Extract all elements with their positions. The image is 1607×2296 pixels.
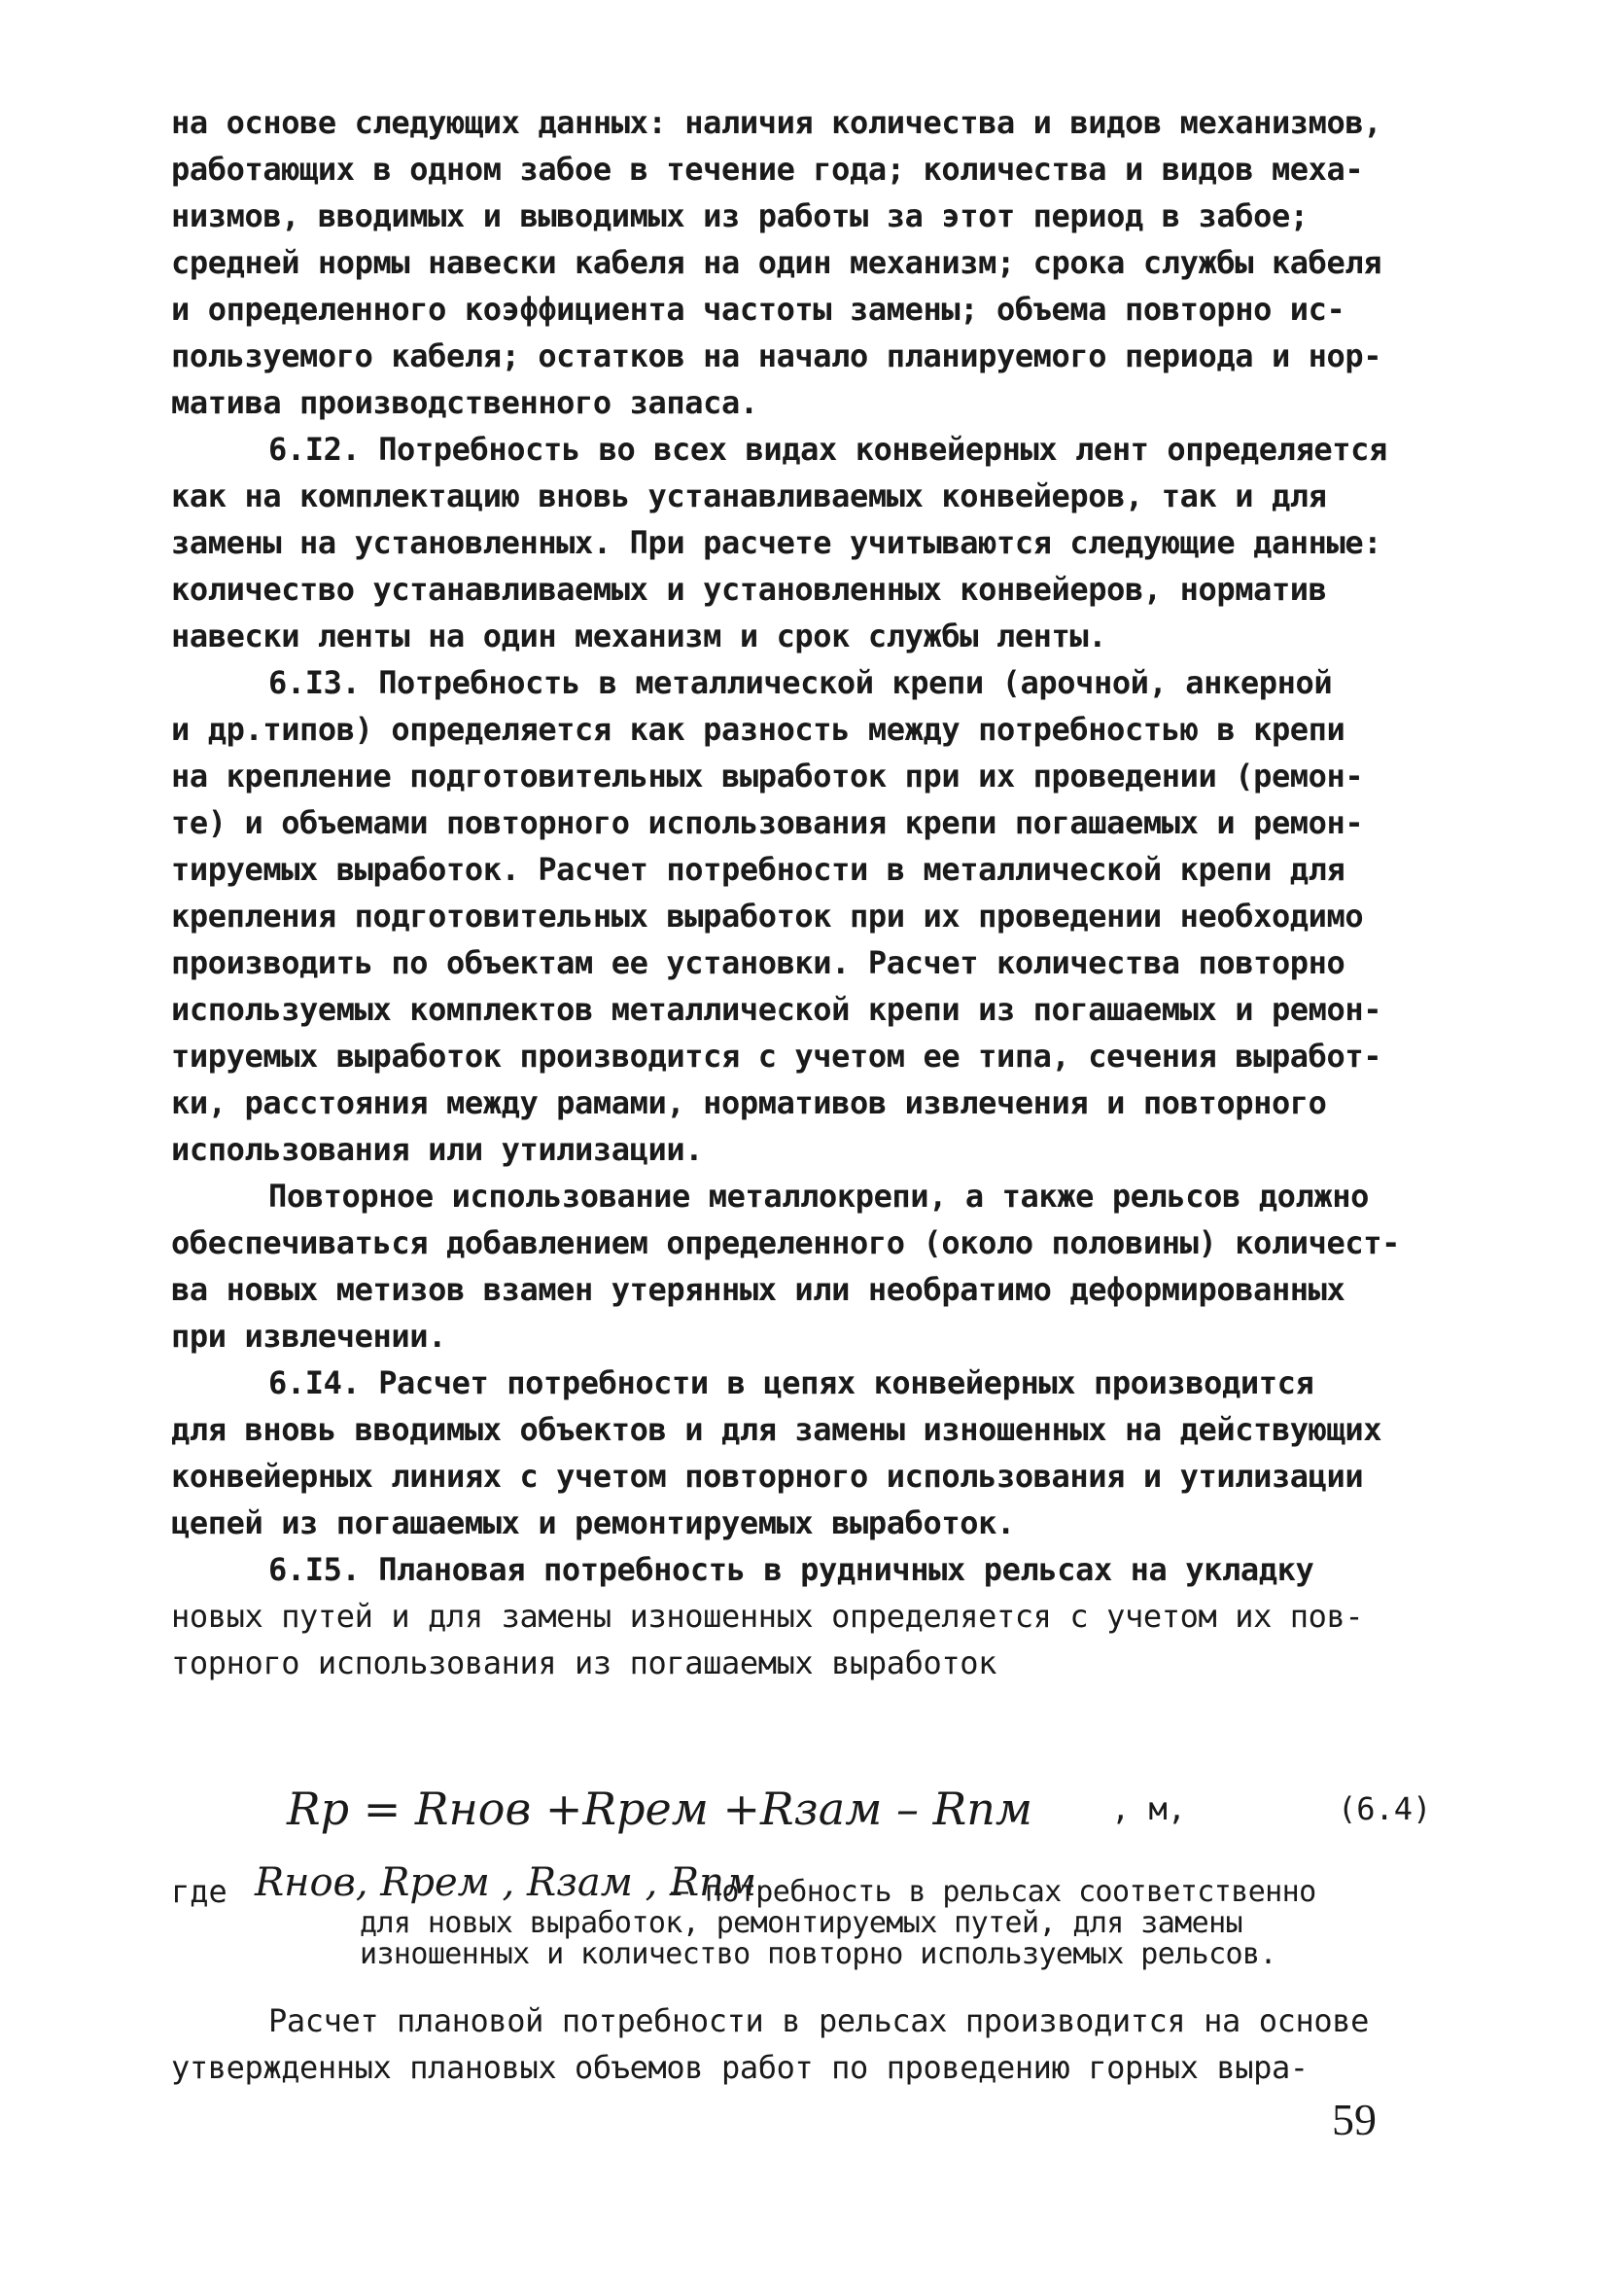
paragraph-line: используемых комплектов металлической крепи из погашаемых и ремон- xyxy=(171,991,1382,1028)
paragraph-line: навески ленты на один механизм и срок службы ленты. xyxy=(171,618,1107,654)
paragraph-line: на основе следующих данных: наличия количества и видов механизмов, xyxy=(171,104,1382,141)
section-6-12-line: 6.I2. Потребность во всех видах конвейерных лент определяется xyxy=(268,431,1387,468)
formula-unit: , м, xyxy=(1111,1790,1187,1827)
paragraph-line: торного использования из погашаемых выработок xyxy=(171,1644,996,1681)
paragraph-line: матива производственного запаса. xyxy=(171,384,758,421)
where-description-line: для новых выработок, ремонтируемых путей, для замены xyxy=(360,1906,1242,1940)
section-6-14-line: 6.I4. Расчет потребности в цепях конвейерных производится xyxy=(268,1364,1314,1401)
paragraph-line: тируемых выработок. Расчет потребности в металлической крепи для xyxy=(171,851,1345,888)
paragraph-line: цепей из погашаемых и ремонтируемых выработок. xyxy=(171,1504,1015,1541)
section-6-15-line: 6.I5. Плановая потребность в рудничных рельсах на укладку xyxy=(268,1551,1314,1588)
where-label: где xyxy=(171,1873,227,1910)
paragraph-line: низмов, вводимых и выводимых из работы за этот период в забое; xyxy=(171,197,1309,234)
page-number: 59 xyxy=(1332,2095,1377,2144)
paragraph-line: те) и объемами повторного использования крепи погашаемых и ремон- xyxy=(171,804,1364,841)
paragraph-line: и др.типов) определяется как разность между потребностью в крепи xyxy=(171,711,1345,748)
paragraph-line: крепления подготовительных выработок при их проведении необходимо xyxy=(171,898,1364,935)
paragraph-line: обеспечиваться добавлением определенного (около половины) количест- xyxy=(171,1224,1400,1261)
paragraph-line: при извлечении. xyxy=(171,1318,446,1355)
paragraph-line: пользуемого кабеля; остатков на начало планируемого периода и нор- xyxy=(171,337,1382,374)
paragraph-line: использования или утилизации. xyxy=(171,1131,704,1168)
formula-number: (6.4) xyxy=(1338,1790,1432,1827)
where-symbols: Rнов, Rрем , Rзам , Rпм xyxy=(255,1860,757,1905)
paragraph-line: ки, расстояния между рамами, нормативов извлечения и повторного xyxy=(171,1084,1327,1121)
where-description-line: – потребность в рельсах соответственно xyxy=(671,1875,1316,1909)
paragraph-line: новых путей и для замены изношенных определяется с учетом их пов- xyxy=(171,1598,1364,1635)
paragraph-line: утвержденных плановых объемов работ по проведению горных выра- xyxy=(171,2049,1309,2086)
paragraph-line: как на комплектацию вновь устанавливаемых конвейеров, так и для xyxy=(171,477,1327,514)
where-description-line: изношенных и количество повторно используемых рельсов. xyxy=(360,1937,1276,1971)
paragraph-line: ва новых метизов взамен утерянных или необратимо деформированных xyxy=(171,1271,1345,1308)
formula-expression: Rр = Rнов +Rрем +Rзам – Rпм xyxy=(287,1783,1032,1835)
paragraph-line: работающих в одном забое в течение года; количества и видов меха- xyxy=(171,151,1364,188)
paragraph-line: для вновь вводимых объектов и для замены изношенных на действующих xyxy=(171,1411,1382,1448)
paragraph-line: производить по объектам ее установки. Расчет количества повторно xyxy=(171,944,1345,981)
paragraph-line: замены на установленных. При расчете учитываются следующие данные: xyxy=(171,524,1382,561)
paragraph-line: Расчет плановой потребности в рельсах производится на основе xyxy=(268,2002,1369,2039)
paragraph-line: тируемых выработок производится с учетом ее типа, сечения выработ- xyxy=(171,1038,1382,1075)
paragraph-line: Повторное использование металлокрепи, а также рельсов должно xyxy=(268,1178,1369,1215)
section-6-13-line: 6.I3. Потребность в металлической крепи (арочной, анкерной xyxy=(268,664,1333,701)
paragraph-line: средней нормы навески кабеля на один механизм; срока службы кабеля xyxy=(171,244,1382,281)
paragraph-line: и определенного коэффициента частоты замены; объема повторно ис- xyxy=(171,291,1345,328)
paragraph-line: конвейерных линиях с учетом повторного использования и утилизации xyxy=(171,1458,1364,1495)
paragraph-line: количество устанавливаемых и установленных конвейеров, норматив xyxy=(171,571,1327,608)
paragraph-line: на крепление подготовительных выработок при их проведении (ремон- xyxy=(171,758,1364,795)
